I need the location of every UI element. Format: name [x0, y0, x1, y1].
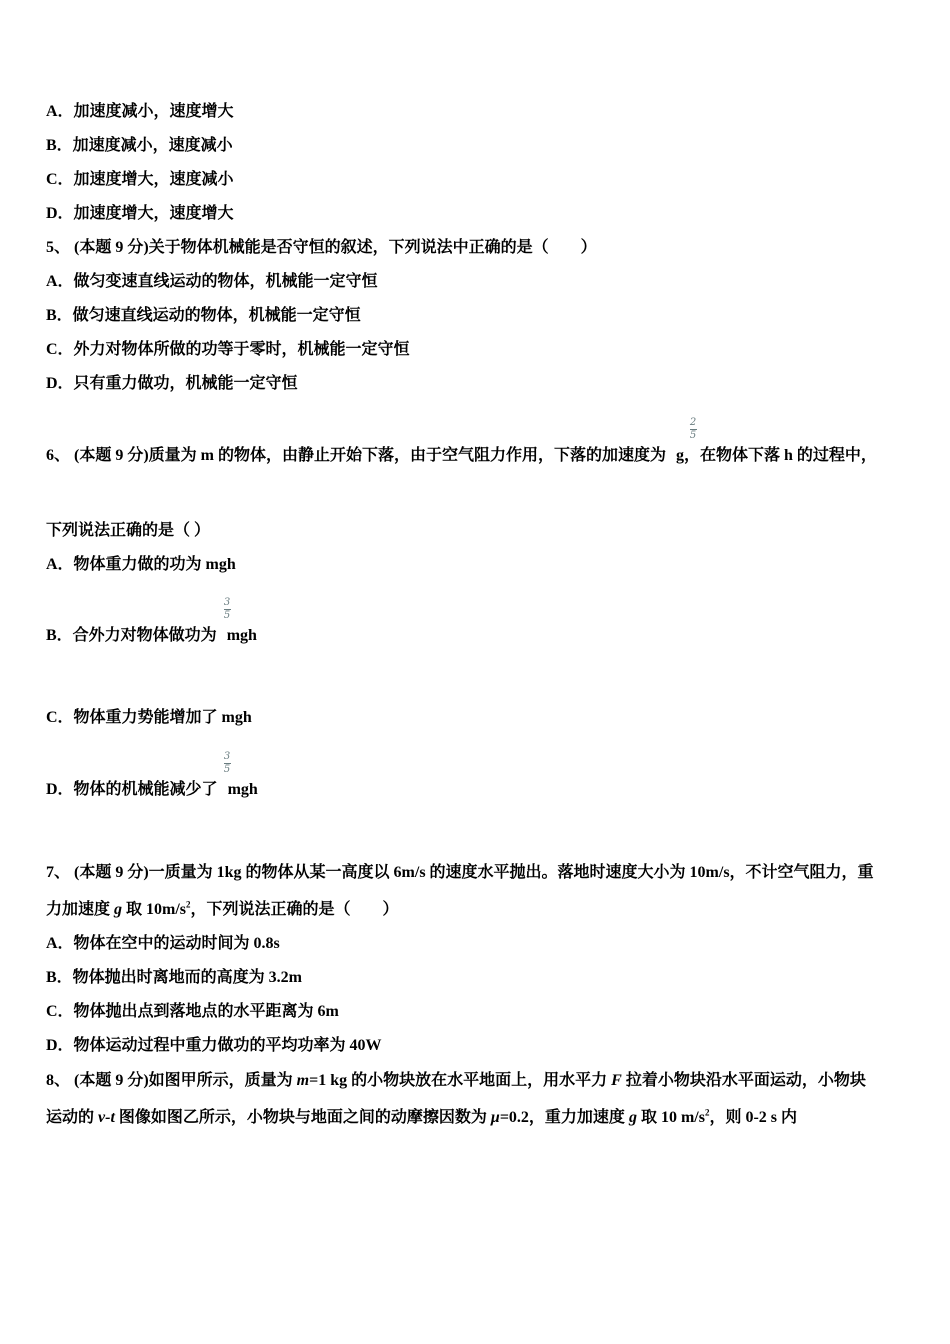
- q7-text-a: 力加速度: [46, 901, 115, 918]
- q7-option-c: C．物体抛出点到落地点的水平距离为 6m: [46, 1003, 339, 1020]
- q6-fraction-num: 2: [689, 417, 697, 428]
- q8-text-d: 运动的: [46, 1109, 99, 1126]
- q8-sup: 2: [704, 1107, 710, 1118]
- q6-option-d-num: 3: [223, 751, 231, 762]
- q4-option-c: C．加速度增大，速度减小: [46, 171, 234, 188]
- q8-f-symbol: F: [611, 1072, 622, 1089]
- q6-option-d-suffix: mgh: [223, 781, 258, 798]
- q8-text-e: 图像如图乙所示，小物块与地面之间的动摩擦因数为: [114, 1109, 491, 1126]
- q7-stem-line2: [46, 900, 399, 920]
- q6-option-b-fraction: [222, 598, 232, 621]
- q7-text-b: 取 10m/s: [122, 901, 187, 918]
- q7-sup: 2: [186, 899, 191, 910]
- q5-option-b: B．做匀速直线运动的物体，机械能一定守恒: [46, 307, 361, 324]
- q8-vt-symbol: v-t: [98, 1109, 115, 1126]
- q8-text-a: 8、 (本题 9 分)如图甲所示，质量为: [46, 1072, 297, 1089]
- q7-option-a: A．物体在空中的运动时间为 0.8s: [46, 935, 280, 952]
- q4-option-d: D．加速度增大，速度增大: [46, 205, 234, 222]
- q6-fraction: [688, 418, 698, 441]
- q8-stem-line2: [46, 1108, 797, 1128]
- q8-text-g: 取 10 m/s: [636, 1109, 705, 1126]
- q8-text-f: =0.2，重力加速度: [499, 1109, 629, 1126]
- q5-option-c: C．外力对物体所做的功等于零时，机械能一定守恒: [46, 341, 410, 358]
- q7-text-c: ，下列说法正确的是（ ）: [190, 901, 399, 918]
- q6-option-d-prefix: D．物体的机械能减少了: [46, 781, 218, 798]
- q6-option-c: C．物体重力势能增加了 mgh: [46, 709, 252, 726]
- q4-option-a: A．加速度减小，速度增大: [46, 103, 234, 120]
- q6-stem-line1: [46, 446, 877, 466]
- q8-m-symbol: m: [296, 1072, 310, 1089]
- q5-stem: 5、 (本题 9 分)关于物体机械能是否守恒的叙述，下列说法中正确的是（ ）: [46, 239, 597, 256]
- q8-text-h: ，则 0-2 s 内: [709, 1109, 798, 1126]
- q6-option-d-fraction: [222, 752, 232, 775]
- q8-g-symbol: g: [628, 1109, 637, 1126]
- q6-option-b: [46, 626, 257, 646]
- q5-option-d: D．只有重力做功，机械能一定守恒: [46, 375, 298, 392]
- q5-option-a: A．做匀变速直线运动的物体，机械能一定守恒: [46, 273, 378, 290]
- q6-stem-part1: 6、 (本题 9 分)质量为 m 的物体，由静止开始下落，由于空气阻力作用，下落的加速度为: [46, 447, 666, 464]
- q8-text-c: 拉着小物块沿水平面运动，小物块: [621, 1072, 866, 1089]
- q6-option-b-prefix: B．合外力对物体做功为: [46, 627, 217, 644]
- q6-stem-part2: g，在物体下落 h 的过程中，: [672, 447, 877, 464]
- q7-stem-line1: 7、 (本题 9 分)一质量为 1kg 的物体从某一高度以 6m/s 的速度水平抛出。落地时速度大小为 10m/s，不计空气阻力，重: [46, 864, 874, 881]
- q6-option-d-den: 5: [223, 764, 231, 775]
- q6-option-a: A．物体重力做的功为 mgh: [46, 556, 236, 573]
- q6-fraction-den: 5: [689, 430, 697, 441]
- q6-option-b-num: 3: [223, 597, 231, 608]
- q6-option-b-den: 5: [223, 610, 231, 621]
- q8-mu-symbol: μ: [490, 1109, 500, 1126]
- q8-text-b: =1 kg 的小物块放在水平地面上，用水平力: [309, 1072, 612, 1089]
- q7-option-d: D．物体运动过程中重力做功的平均功率为 40W: [46, 1037, 382, 1054]
- q6-stem-line2: 下列说法正确的是（ ）: [46, 522, 211, 539]
- q7-g-symbol: g: [114, 901, 123, 918]
- q4-option-b: B．加速度减小，速度减小: [46, 137, 233, 154]
- q7-option-b: B．物体抛出时离地而的高度为 3.2m: [46, 969, 303, 986]
- q6-option-b-suffix: mgh: [222, 627, 257, 644]
- q6-option-d: [46, 780, 258, 800]
- q8-stem-line1: [46, 1071, 866, 1091]
